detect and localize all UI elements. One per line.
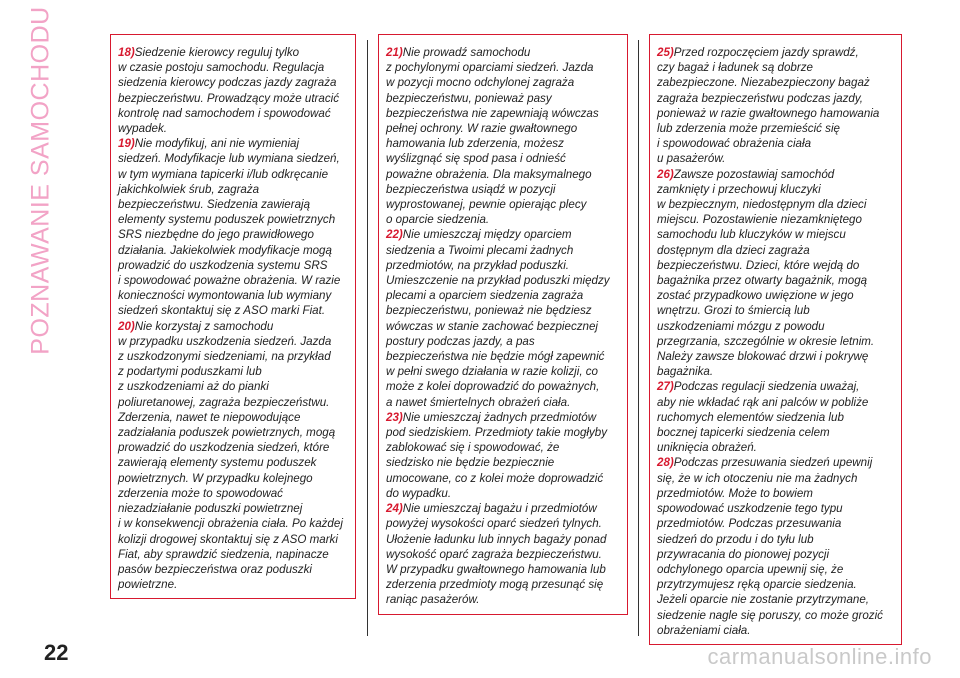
- warning-text: Umieszczenie na przykład poduszki między: [386, 274, 610, 288]
- warning-text: siedzeń do przodu i do tyłu lub: [657, 532, 814, 546]
- warning-text: może z kolei doprowadzić do poważnych,: [386, 380, 600, 394]
- warning-line: [118, 577, 348, 592]
- warning-text: hamowania lub zderzenia, możesz: [386, 137, 564, 151]
- warning-text: bagażnika.: [657, 365, 714, 379]
- warning-line: [386, 91, 620, 106]
- warning-line: [118, 455, 348, 470]
- warning-text: bezpieczeństwu. Dzieci, które wejdą do: [657, 258, 860, 272]
- warning-line: [386, 75, 620, 90]
- warning-line: [118, 197, 348, 212]
- warning-line: [386, 532, 620, 547]
- warning-text: w bezpiecznym, niedostępnym dla dzieci: [657, 198, 867, 212]
- warning-text: bezpieczeństwa usiądź w pozycji: [386, 182, 556, 196]
- warning-line: [657, 547, 894, 562]
- warning-text: Podczas regulacji siedzenia uważaj,: [673, 380, 860, 394]
- warning-line: [386, 197, 620, 212]
- warning-text: Nie modyfikuj, ani nie wymieniaj: [134, 137, 300, 151]
- warning-line: [386, 562, 620, 577]
- warning-text: zamknięty i przechowuj kluczyki: [657, 182, 821, 196]
- warning-text: bezpieczeństwu. Prowadzący może utracić: [118, 91, 340, 105]
- warning-text: prowadzić do uszkodzenia siedzeń, które: [118, 441, 330, 455]
- warning-text: z podartymi poduszkami lub: [118, 365, 262, 379]
- warning-note-start: [118, 45, 348, 60]
- warning-text: uniknięcia obrażeń.: [657, 441, 757, 455]
- warning-text: bocznej tapicerki siedzenia celem: [657, 426, 830, 440]
- warning-line: [657, 288, 894, 303]
- warning-text: czy bagaż i ładunek są dobrze: [657, 61, 813, 75]
- warning-text: ruchomych elementów siedzenia lub: [657, 410, 844, 424]
- warning-text: obrażeniami ciała.: [657, 623, 751, 637]
- warning-text: ponieważ w razie gwałtownego hamowania: [657, 106, 880, 120]
- warning-text: Podczas przesuwania siedzeń upewnij: [673, 456, 873, 470]
- warning-note-start: [657, 45, 894, 60]
- warning-line: [118, 167, 348, 182]
- warning-text: a nawet śmiertelnych obrażeń ciała.: [386, 395, 571, 409]
- warning-text: spowodować uszkodzenie tego typu: [657, 502, 843, 516]
- warning-note-start: [386, 410, 620, 425]
- warning-number: 19): [118, 137, 135, 151]
- warning-box-middle: [378, 34, 628, 615]
- warning-line: [386, 455, 620, 470]
- warning-line: [657, 577, 894, 592]
- column-divider-2: [638, 40, 639, 636]
- warning-line: [118, 273, 348, 288]
- warning-text: zablokować się i spowodować, że: [386, 441, 560, 455]
- warning-line: [118, 379, 348, 394]
- warning-text: wówczas w stanie zachować bezpiecznej: [386, 319, 599, 333]
- warning-text: i spowodować poważne obrażenia. W razie: [118, 274, 341, 288]
- warning-text: siedzenia kierowcy podczas jazdy zagraża: [118, 76, 337, 90]
- warning-text: bezpieczeństwa nie zapewniają wówczas: [386, 106, 599, 120]
- warning-number: 26): [657, 167, 674, 181]
- warning-text: w pełni swego działania w razie kolizji, co: [386, 365, 599, 379]
- warning-line: [657, 60, 894, 75]
- warning-text: Nie umieszczaj między oparciem: [402, 228, 572, 242]
- warning-number: 20): [118, 319, 135, 333]
- warning-text: o oparcie siedzenia.: [386, 213, 490, 227]
- warning-note-start: [386, 227, 620, 242]
- warning-text: raniąc pasażerów.: [386, 593, 480, 607]
- warning-text: Należy zawsze blokować drzwi i pokrywę: [657, 350, 869, 364]
- warning-line: [657, 75, 894, 90]
- warning-line: [118, 395, 348, 410]
- warning-text: w czasie postoju samochodu. Regulacja: [118, 61, 325, 75]
- warning-line: [657, 258, 894, 273]
- warning-line: [386, 547, 620, 562]
- warning-box-left: [110, 34, 356, 599]
- warning-line: [657, 364, 894, 379]
- warning-text: odchylonego oparcia upewnij się, że: [657, 562, 844, 576]
- warning-line: [386, 258, 620, 273]
- warning-line: [386, 486, 620, 501]
- warning-text: Przed rozpoczęciem jazdy sprawdź,: [673, 46, 859, 59]
- warning-line: [118, 121, 348, 136]
- warning-line: [118, 288, 348, 303]
- warning-text: kolizji drogowej skontaktuj się z ASO marki: [118, 532, 338, 546]
- warning-text: u pasażerów.: [657, 152, 726, 166]
- warning-line: [657, 623, 894, 638]
- warning-line: [118, 303, 348, 318]
- warning-text: z uszkodzonymi siedzeniami, na przykład: [118, 350, 331, 364]
- warning-text: zderzenia przedmioty mogą przesunąć się: [386, 578, 604, 592]
- warning-line: [118, 547, 348, 562]
- warning-text: siedzenia a Twoimi plecami żadnych: [386, 243, 574, 257]
- warning-line: [386, 273, 620, 288]
- warning-text: przedmiotów. Może to bowiem: [657, 486, 813, 500]
- warning-line: [386, 243, 620, 258]
- warning-text: Nie umieszczaj żadnych przedmiotów: [402, 410, 597, 424]
- warning-line: [657, 562, 894, 577]
- warning-text: samochodu lub kluczyków w miejscu: [657, 228, 846, 242]
- warning-line: [386, 516, 620, 531]
- warning-line: [118, 212, 348, 227]
- warning-number: 23): [386, 410, 403, 424]
- warning-text: Nie prowadź samochodu: [402, 46, 531, 59]
- warning-line: [118, 91, 348, 106]
- warning-line: [657, 532, 894, 547]
- warning-text: lub zderzenia może przemieścić się: [657, 122, 840, 136]
- warning-text: przytrzymujesz ręką oparcie siedzenia.: [657, 578, 857, 592]
- warning-line: [386, 425, 620, 440]
- warning-text: w pozycji mocno odchylonej zagraża: [386, 76, 575, 90]
- warning-text: bagażnika przez otwarty bagażnik, mogą: [657, 274, 868, 288]
- warning-note-start: [386, 45, 620, 60]
- warning-line: [118, 75, 348, 90]
- warning-text: umocowane, co z kolei może doprowadzić: [386, 471, 604, 485]
- warning-note-start: [118, 319, 348, 334]
- warning-text: w tym wymiana tapicerki i/lub odkręcanie: [118, 167, 329, 181]
- warning-line: [657, 319, 894, 334]
- warning-line: [386, 182, 620, 197]
- warning-line: [118, 425, 348, 440]
- warning-text: przedmiotów. Podczas przesuwania: [657, 517, 842, 531]
- warning-text: Zderzenia, nawet te niepowodujące: [118, 410, 301, 424]
- warning-line: [118, 471, 348, 486]
- warning-box-right: [649, 34, 902, 645]
- warning-text: aby nie wkładać rąk ani palców w pobliże: [657, 395, 869, 409]
- warning-line: [118, 562, 348, 577]
- warning-text: zostać przypadkowo uwięzione w jego: [657, 289, 854, 303]
- warning-text: przegrzania, szczególnie w okresie letnim.: [657, 334, 875, 348]
- warning-text: Jeżeli oparcie nie zostanie przytrzymane,: [657, 593, 870, 607]
- warning-note-start: [657, 167, 894, 182]
- warning-text: bezpieczeństwu, ponieważ nie będziesz: [386, 304, 592, 318]
- warning-line: [386, 121, 620, 136]
- warning-text: Siedzenie kierowcy reguluj tylko: [134, 46, 300, 59]
- warning-text: bezpieczeństwu, ponieważ pasy: [386, 91, 552, 105]
- warning-text: poliuretanowej, zagraża bezpieczeństwu.: [118, 395, 330, 409]
- warning-line: [657, 273, 894, 288]
- warning-note-start: [386, 501, 620, 516]
- warning-line: [657, 136, 894, 151]
- warning-line: [118, 60, 348, 75]
- warning-line: [657, 243, 894, 258]
- warning-text: siedzisko nie będzie bezpiecznie: [386, 456, 555, 470]
- warning-line: [118, 258, 348, 273]
- warning-note-start: [657, 455, 894, 470]
- warning-text: zadziałania poduszek powietrznych, mogą: [118, 426, 336, 440]
- warning-number: 25): [657, 46, 674, 59]
- warning-text: prowadzić do uszkodzenia systemu SRS: [118, 258, 328, 272]
- warning-text: i spowodować obrażenia ciała: [657, 137, 812, 151]
- warning-line: [657, 592, 894, 607]
- warning-text: poważne obrażenia. Dla maksymalnego: [386, 167, 592, 181]
- section-title-vertical: [8, 5, 74, 355]
- warning-line: [118, 440, 348, 455]
- warning-text: konieczności wymontowania lub wymiany: [118, 289, 332, 303]
- warning-text: Fiat, aby sprawdzić siedzenia, napinacze: [118, 547, 329, 561]
- warning-text: się, że w ich otoczeniu nie ma żadnych: [657, 471, 858, 485]
- warning-text: zderzenia może to spowodować: [118, 486, 283, 500]
- warning-line: [386, 379, 620, 394]
- warning-line: [118, 532, 348, 547]
- warning-number: 18): [118, 46, 135, 59]
- warning-line: [386, 167, 620, 182]
- warning-line: [386, 471, 620, 486]
- warning-line: [657, 516, 894, 531]
- warning-text: pasów bezpieczeństwa oraz poduszki: [118, 562, 312, 576]
- warning-line: [118, 410, 348, 425]
- warning-line: [386, 395, 620, 410]
- warning-number: 21): [386, 46, 403, 59]
- warning-line: [118, 227, 348, 242]
- warning-line: [118, 516, 348, 531]
- warning-line: [386, 349, 620, 364]
- warning-text: uszkodzeniami mózgu z powodu: [657, 319, 825, 333]
- warning-number: 24): [386, 502, 403, 516]
- warning-text: jakichkolwiek śrub, zagraża: [118, 182, 260, 196]
- warning-line: [657, 440, 894, 455]
- warning-text: Nie korzystaj z samochodu: [134, 319, 274, 333]
- warning-text: siedzeń skontaktuj się z ASO marki Fiat.: [118, 304, 326, 318]
- warning-line: [118, 182, 348, 197]
- warning-text: działania. Jakiekolwiek modyfikacje mogą: [118, 243, 332, 257]
- warning-text: z uszkodzeniami aż do pianki: [118, 380, 269, 394]
- page-number: 22: [44, 640, 69, 665]
- site-watermark: carmanualsonline.info: [707, 644, 932, 669]
- warning-text: przedmiotów, na przykład poduszki.: [386, 258, 570, 272]
- warning-line: [118, 486, 348, 501]
- warning-line: [657, 303, 894, 318]
- warning-number: 27): [657, 380, 674, 394]
- warning-text: wnętrzu. Grozi to śmiercią lub: [657, 304, 810, 318]
- warning-line: [386, 151, 620, 166]
- column-divider-1: [367, 40, 368, 636]
- warning-text: bezpieczeństwa nie będzie mógł zapewnić: [386, 350, 605, 364]
- warning-text: pod siedziskiem. Przedmioty takie mogłyby: [386, 426, 608, 440]
- warning-line: [386, 106, 620, 121]
- warning-line: [386, 288, 620, 303]
- warning-text: wysokość oparć zagraża bezpieczeństwu.: [386, 547, 602, 561]
- warning-line: [657, 395, 894, 410]
- warning-line: [386, 440, 620, 455]
- warning-line: [657, 349, 894, 364]
- warning-text: bezpieczeństwu. Siedzenia zawierają: [118, 198, 311, 212]
- warning-note-start: [118, 136, 348, 151]
- warning-line: [657, 501, 894, 516]
- warning-text: zawierają elementy systemu poduszek: [118, 456, 317, 470]
- warning-line: [657, 608, 894, 623]
- warning-line: [118, 106, 348, 121]
- warning-line: [657, 197, 894, 212]
- warning-note-start: [657, 379, 894, 394]
- warning-text: W przypadku gwałtownego hamowania lub: [386, 562, 606, 576]
- warning-text: siedzeń. Modyfikacje lub wymiana siedzeń,: [118, 152, 340, 166]
- warning-text: powietrzne.: [118, 578, 178, 592]
- warning-line: [386, 592, 620, 607]
- warning-line: [657, 410, 894, 425]
- warning-line: [386, 212, 620, 227]
- warning-text: Zawsze pozostawiaj samochód: [673, 167, 835, 181]
- warning-text: plecami a oparciem siedzenia zagraża: [386, 289, 584, 303]
- warning-line: [657, 212, 894, 227]
- warning-line: [657, 121, 894, 136]
- warning-text: niezadziałanie poduszki powietrznej: [118, 502, 303, 516]
- warning-text: z pochylonymi oparciami siedzeń. Jazda: [386, 61, 594, 75]
- warning-line: [118, 243, 348, 258]
- warning-text: powyżej wysokości oparć siedzeń tylnych.: [386, 517, 602, 531]
- warning-line: [386, 577, 620, 592]
- warning-text: Ułożenie ładunku lub innych bagaży ponad: [386, 532, 607, 546]
- warning-text: w przypadku uszkodzenia siedzeń. Jazda: [118, 334, 332, 348]
- warning-text: Nie umieszczaj bagażu i przedmiotów: [402, 502, 597, 516]
- warning-text: kontrolę nad samochodem i spowodować: [118, 106, 331, 120]
- warning-line: [386, 136, 620, 151]
- warning-line: [657, 182, 894, 197]
- warning-text: postury podczas jazdy, a pas: [386, 334, 535, 348]
- warning-text: siedzenie nagle się poruszy, co może grozić: [657, 608, 883, 622]
- warning-line: [657, 227, 894, 242]
- warning-text: zagraża bezpieczeństwu podczas jazdy,: [657, 91, 864, 105]
- warning-text: SRS niezbędne do jego prawidłowego: [118, 228, 314, 242]
- warning-line: [118, 334, 348, 349]
- warning-text: do wypadku.: [386, 486, 452, 500]
- warning-line: [386, 60, 620, 75]
- section-title-text: POZNAWANIE SAMOCHODU: [26, 5, 55, 355]
- warning-line: [657, 334, 894, 349]
- warning-number: 28): [657, 456, 674, 470]
- warning-line: [657, 151, 894, 166]
- warning-text: powietrznych. W przypadku kolejnego: [118, 471, 313, 485]
- warning-line: [386, 334, 620, 349]
- warning-line: [657, 486, 894, 501]
- warning-line: [118, 151, 348, 166]
- warning-text: wyprostowanej, pewnie opierając plecy: [386, 198, 587, 212]
- warning-text: pełnej ochrony. W razie gwałtownego: [386, 122, 578, 136]
- warning-text: elementy systemu poduszek powietrznych: [118, 213, 336, 227]
- warning-number: 22): [386, 228, 403, 242]
- warning-line: [657, 471, 894, 486]
- warning-line: [657, 106, 894, 121]
- warning-text: dostępnym dla dzieci zagraża: [657, 243, 810, 257]
- warning-line: [386, 303, 620, 318]
- warning-text: przywracania do pionowej pozycji: [657, 547, 830, 561]
- warning-line: [657, 425, 894, 440]
- warning-text: wyślizgnąć się spod pasa i odnieść: [386, 152, 566, 166]
- warning-text: wypadek.: [118, 122, 167, 136]
- warning-text: miejscu. Pozostawienie niezamkniętego: [657, 213, 862, 227]
- warning-line: [386, 319, 620, 334]
- warning-line: [657, 91, 894, 106]
- warning-text: i w konsekwencji obrażenia ciała. Po każdej: [118, 517, 343, 531]
- warning-line: [386, 364, 620, 379]
- warning-line: [118, 349, 348, 364]
- warning-line: [118, 501, 348, 516]
- warning-text: zabezpieczone. Niezabezpieczony bagaż: [657, 76, 870, 90]
- warning-line: [118, 364, 348, 379]
